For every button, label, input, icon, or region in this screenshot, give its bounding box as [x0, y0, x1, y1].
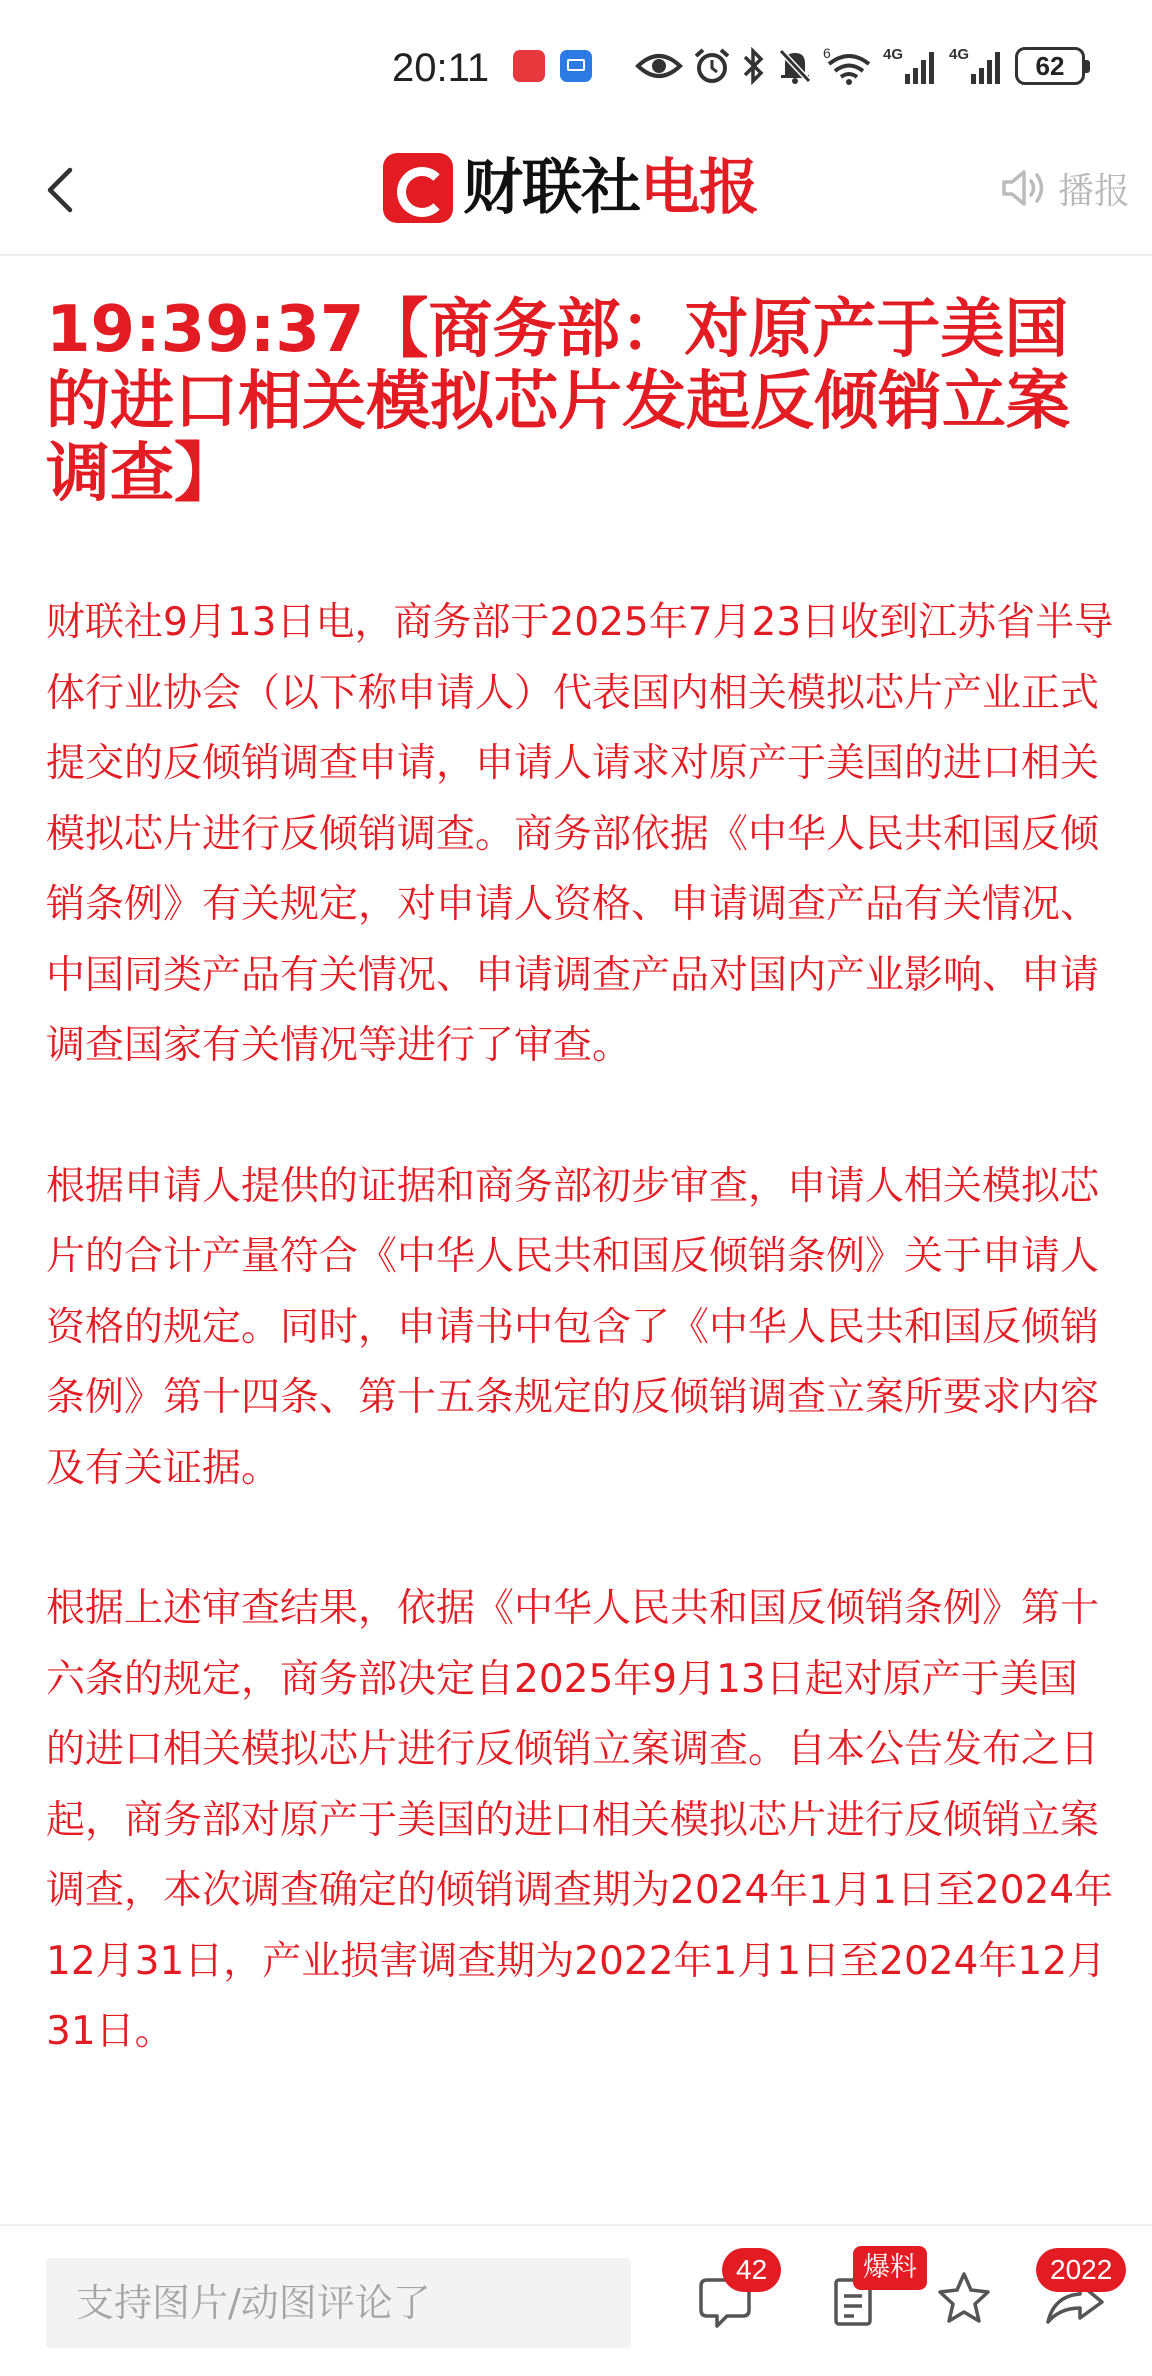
signal-icon: [883, 46, 939, 86]
brand-name-part2: 电报: [640, 153, 758, 223]
mail-notification-icon: [560, 50, 592, 82]
network-type-1: 4G: [883, 46, 904, 63]
broadcast-button[interactable]: [1000, 158, 1130, 218]
article-paragraph: 财联社9月13日电，商务部于2025年7月23日收到江苏省半导体行业协会（以下称申请人）代表国内相关模拟芯片产业正式提交的反倾销调查申请，申请人请求对原产于美国的进口相关模拟芯片进行反倾销调查。商务部依据《中华人民共和国反倾销条例》有关规定，对申请人资格、申请调查产品有关情况、中国同类产品有关情况、申请调查产品对国内产业影响、申请调查国家有关情况等进行了审查。: [46, 600, 1114, 1068]
tip-off-badge: 爆料: [853, 2246, 927, 2290]
brand-name: [463, 152, 758, 224]
article-paragraph: 根据上述审查结果，依据《中华人民共和国反倾销条例》第十六条的规定，商务部决定自2025年9月13日起对原产于美国的进口相关模拟芯片进行反倾销立案调查。自本公告发布之日起，商务部对原产于美国的进口相关模拟芯片进行反倾销立案调查，本次调查确定的倾销调查期为2024年1月1日至2024年12月31日，产业损害调查期为2022年1月1日至2024年12月31日。: [46, 1586, 1114, 2054]
app-header: [0, 130, 1152, 256]
brand-logo: [383, 152, 758, 224]
battery-icon: [1015, 47, 1085, 85]
comment-input[interactable]: [46, 2258, 631, 2348]
status-time: 20:11: [392, 46, 490, 90]
huawei-notification-icon: [513, 50, 545, 82]
cls-logo-icon: [383, 153, 453, 223]
broadcast-label: 播报: [1057, 170, 1130, 212]
chevron-left-icon: [34, 160, 94, 220]
status-bar: [0, 0, 1152, 130]
article-title: 19:39:37【商务部：对原产于美国的进口相关模拟芯片发起反倾销立案调查】: [46, 293, 1070, 511]
speaker-icon: [1000, 168, 1046, 208]
status-icons: [635, 44, 1085, 88]
eye-icon: [635, 49, 683, 83]
network-type-2: 4G: [949, 46, 970, 63]
article-paragraph: 根据申请人提供的证据和商务部初步审查，申请人相关模拟芯片的合计产量符合《中华人民共和国反倾销条例》关于申请人资格的规定。同时，申请书中包含了《中华人民共和国反倾销条例》第十四条、第十五条规定的反倾销调查立案所要求内容及有关证据。: [46, 1163, 1100, 1491]
signal-icon: [949, 46, 1005, 86]
alarm-icon: [693, 47, 731, 85]
bluetooth-icon: [741, 47, 767, 85]
bottom-action-bar: [0, 2224, 1152, 2376]
mute-icon: [777, 47, 813, 85]
brand-name-part1: 财联社: [463, 153, 640, 223]
share-count-badge: 2022: [1036, 2248, 1126, 2292]
article-body: [46, 588, 1116, 2138]
back-button[interactable]: [34, 160, 94, 220]
comment-count-badge: 42: [722, 2248, 781, 2292]
wifi-level: 6: [823, 46, 831, 61]
battery-level: 62: [1035, 50, 1065, 81]
star-icon: [932, 2266, 996, 2330]
wifi-icon: [823, 46, 873, 86]
favorite-button[interactable]: [932, 2266, 1002, 2336]
